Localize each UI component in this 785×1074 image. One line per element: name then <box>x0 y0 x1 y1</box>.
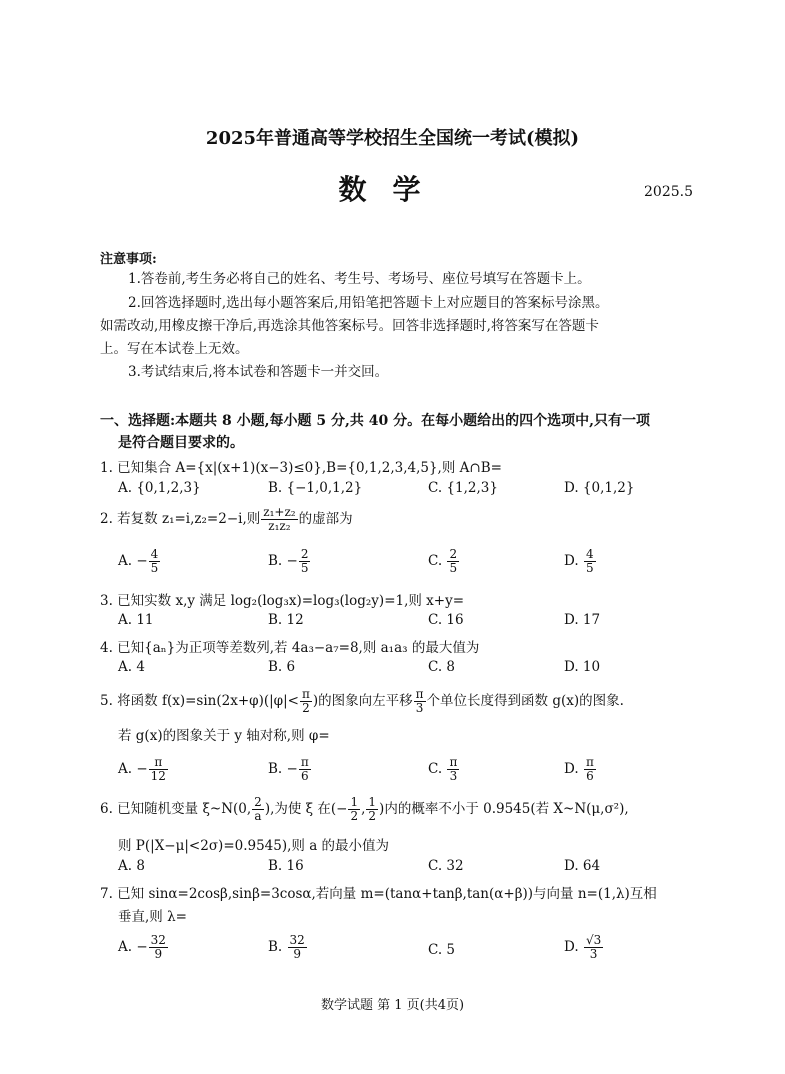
notice-item: 3.考试结束后,将本试卷和答题卡一并交回。 <box>128 364 389 380</box>
q2-option-b: B. − $\frac{2}{5}$ <box>268 547 309 575</box>
q4-option-c: C. 8 <box>428 659 456 675</box>
q7-option-d: D. $\frac{√3}{3}$ <box>564 933 602 961</box>
exam-date: 2025.5 <box>644 184 693 200</box>
q2-option-a: A. − $\frac{4}{5}$ <box>118 547 159 575</box>
q5-option-c: C. $\frac{\pi}{3}$ <box>428 755 458 783</box>
q6-option-b: B. 16 <box>268 858 304 874</box>
notice-heading: 注意事项: <box>100 252 157 267</box>
fraction: $\frac{\text{z₁+z₂}}{\text{z₁z₂}}$ <box>263 505 296 533</box>
q3-option-d: D. 17 <box>564 612 601 628</box>
question-6-stem: 6. 已知随机变量 ξ~N(0, $\frac{2}{a}$ ),为使 ξ 在(− $\frac{1}{2}$ , $\frac{1}{2}$ )内的概率不小于 0.9545(若 X~N(μ,σ²), <box>100 795 629 823</box>
q2-option-d: D. $\frac{4}{5}$ <box>564 547 594 575</box>
q6-option-c: C. 32 <box>428 858 464 874</box>
question-3-stem: 3. 已知实数 x,y 满足 log₂(log₃x)=log₃(log₂y)=1,则 x+y= <box>100 593 465 609</box>
q3-option-b: B. 12 <box>268 612 304 628</box>
question-1-stem: 1. 已知集合 A={x|(x+1)(x−3)≤0},B={0,1,2,3,4,5},则 A∩B= <box>100 460 502 476</box>
question-7-stem: 7. 已知 sinα=2cosβ,sinβ=3cosα,若向量 m=(tanα+tanβ,tan(α+β))与向量 n=(1,λ)互相 <box>100 886 657 902</box>
section-heading-cont: 是符合题目要求的。 <box>118 435 244 451</box>
q6-option-a: A. 8 <box>118 858 145 874</box>
q3-option-c: C. 16 <box>428 612 464 628</box>
q1-option-c: C. {1,2,3} <box>428 480 498 496</box>
question-6-stem-cont: 则 P(|X−μ|<2σ)=0.9545),则 a 的最小值为 <box>118 838 390 854</box>
section-heading: 一、选择题:本题共 8 小题,每小题 5 分,共 40 分。在每小题给出的四个选项中,只有一项 <box>100 413 650 429</box>
question-5-stem: 5. 将函数 f(x)=sin(2x+φ)(|φ|< $\frac{\pi}{2}$ )的图象向左平移 $\frac{\pi}{3}$ 个单位长度得到函数 g(x)的图象. <box>100 687 624 715</box>
notice-item: 上。写在本试卷上无效。 <box>100 341 249 357</box>
q5-option-a: A. − $\frac{\pi}{12}$ <box>118 755 166 783</box>
q6-option-d: D. 64 <box>564 858 601 874</box>
q4-option-b: B. 6 <box>268 659 296 675</box>
q7-option-c: C. 5 <box>428 942 456 958</box>
q1-option-b: B. {−1,0,1,2} <box>268 480 363 496</box>
question-4-stem: 4. 已知{aₙ}为正项等差数列,若 4a₃−a₇=8,则 a₁a₃ 的最大值为 <box>100 640 480 656</box>
notice-item: 如需改动,用橡皮擦干净后,再选涂其他答案标号。回答非选择题时,将答案写在答题卡 <box>100 318 599 334</box>
question-7-stem-cont: 垂直,则 λ= <box>118 909 187 925</box>
q3-option-a: A. 11 <box>118 612 154 628</box>
q5-option-b: B. − $\frac{\pi}{6}$ <box>268 755 309 783</box>
q7-option-a: A. − $\frac{32}{9}$ <box>118 933 166 961</box>
subject-title: 数学 <box>338 173 447 206</box>
exam-title: 2025年普通高等学校招生全国统一考试(模拟) <box>205 128 580 149</box>
notice-item: 2.回答选择题时,选出每小题答案后,用铅笔把答题卡上对应题目的答案标号涂黑。 <box>128 295 609 311</box>
q4-option-a: A. 4 <box>118 659 145 675</box>
q2-option-c: C. $\frac{2}{5}$ <box>428 547 458 575</box>
q4-option-d: D. 10 <box>564 659 601 675</box>
q1-option-a: A. {0,1,2,3} <box>118 480 201 496</box>
q5-option-d: D. $\frac{\pi}{6}$ <box>564 755 594 783</box>
notice-item: 1.答卷前,考生务必将自己的姓名、考生号、考场号、座位号填写在答题卡上。 <box>128 271 591 287</box>
question-5-stem-cont: 若 g(x)的图象关于 y 轴对称,则 φ= <box>118 728 330 744</box>
q7-option-b: B. $\frac{32}{9}$ <box>268 933 305 961</box>
question-2-stem: 2. 若复数 z₁=i,z₂=2−i,则 $\frac{\text{z₁+z₂}}{\text{z₁z₂}}$ 的虚部为 <box>100 505 353 533</box>
q1-option-d: D. {0,1,2} <box>564 480 635 496</box>
page-footer: 数学试题 第 1 页(共4页) <box>320 998 465 1013</box>
